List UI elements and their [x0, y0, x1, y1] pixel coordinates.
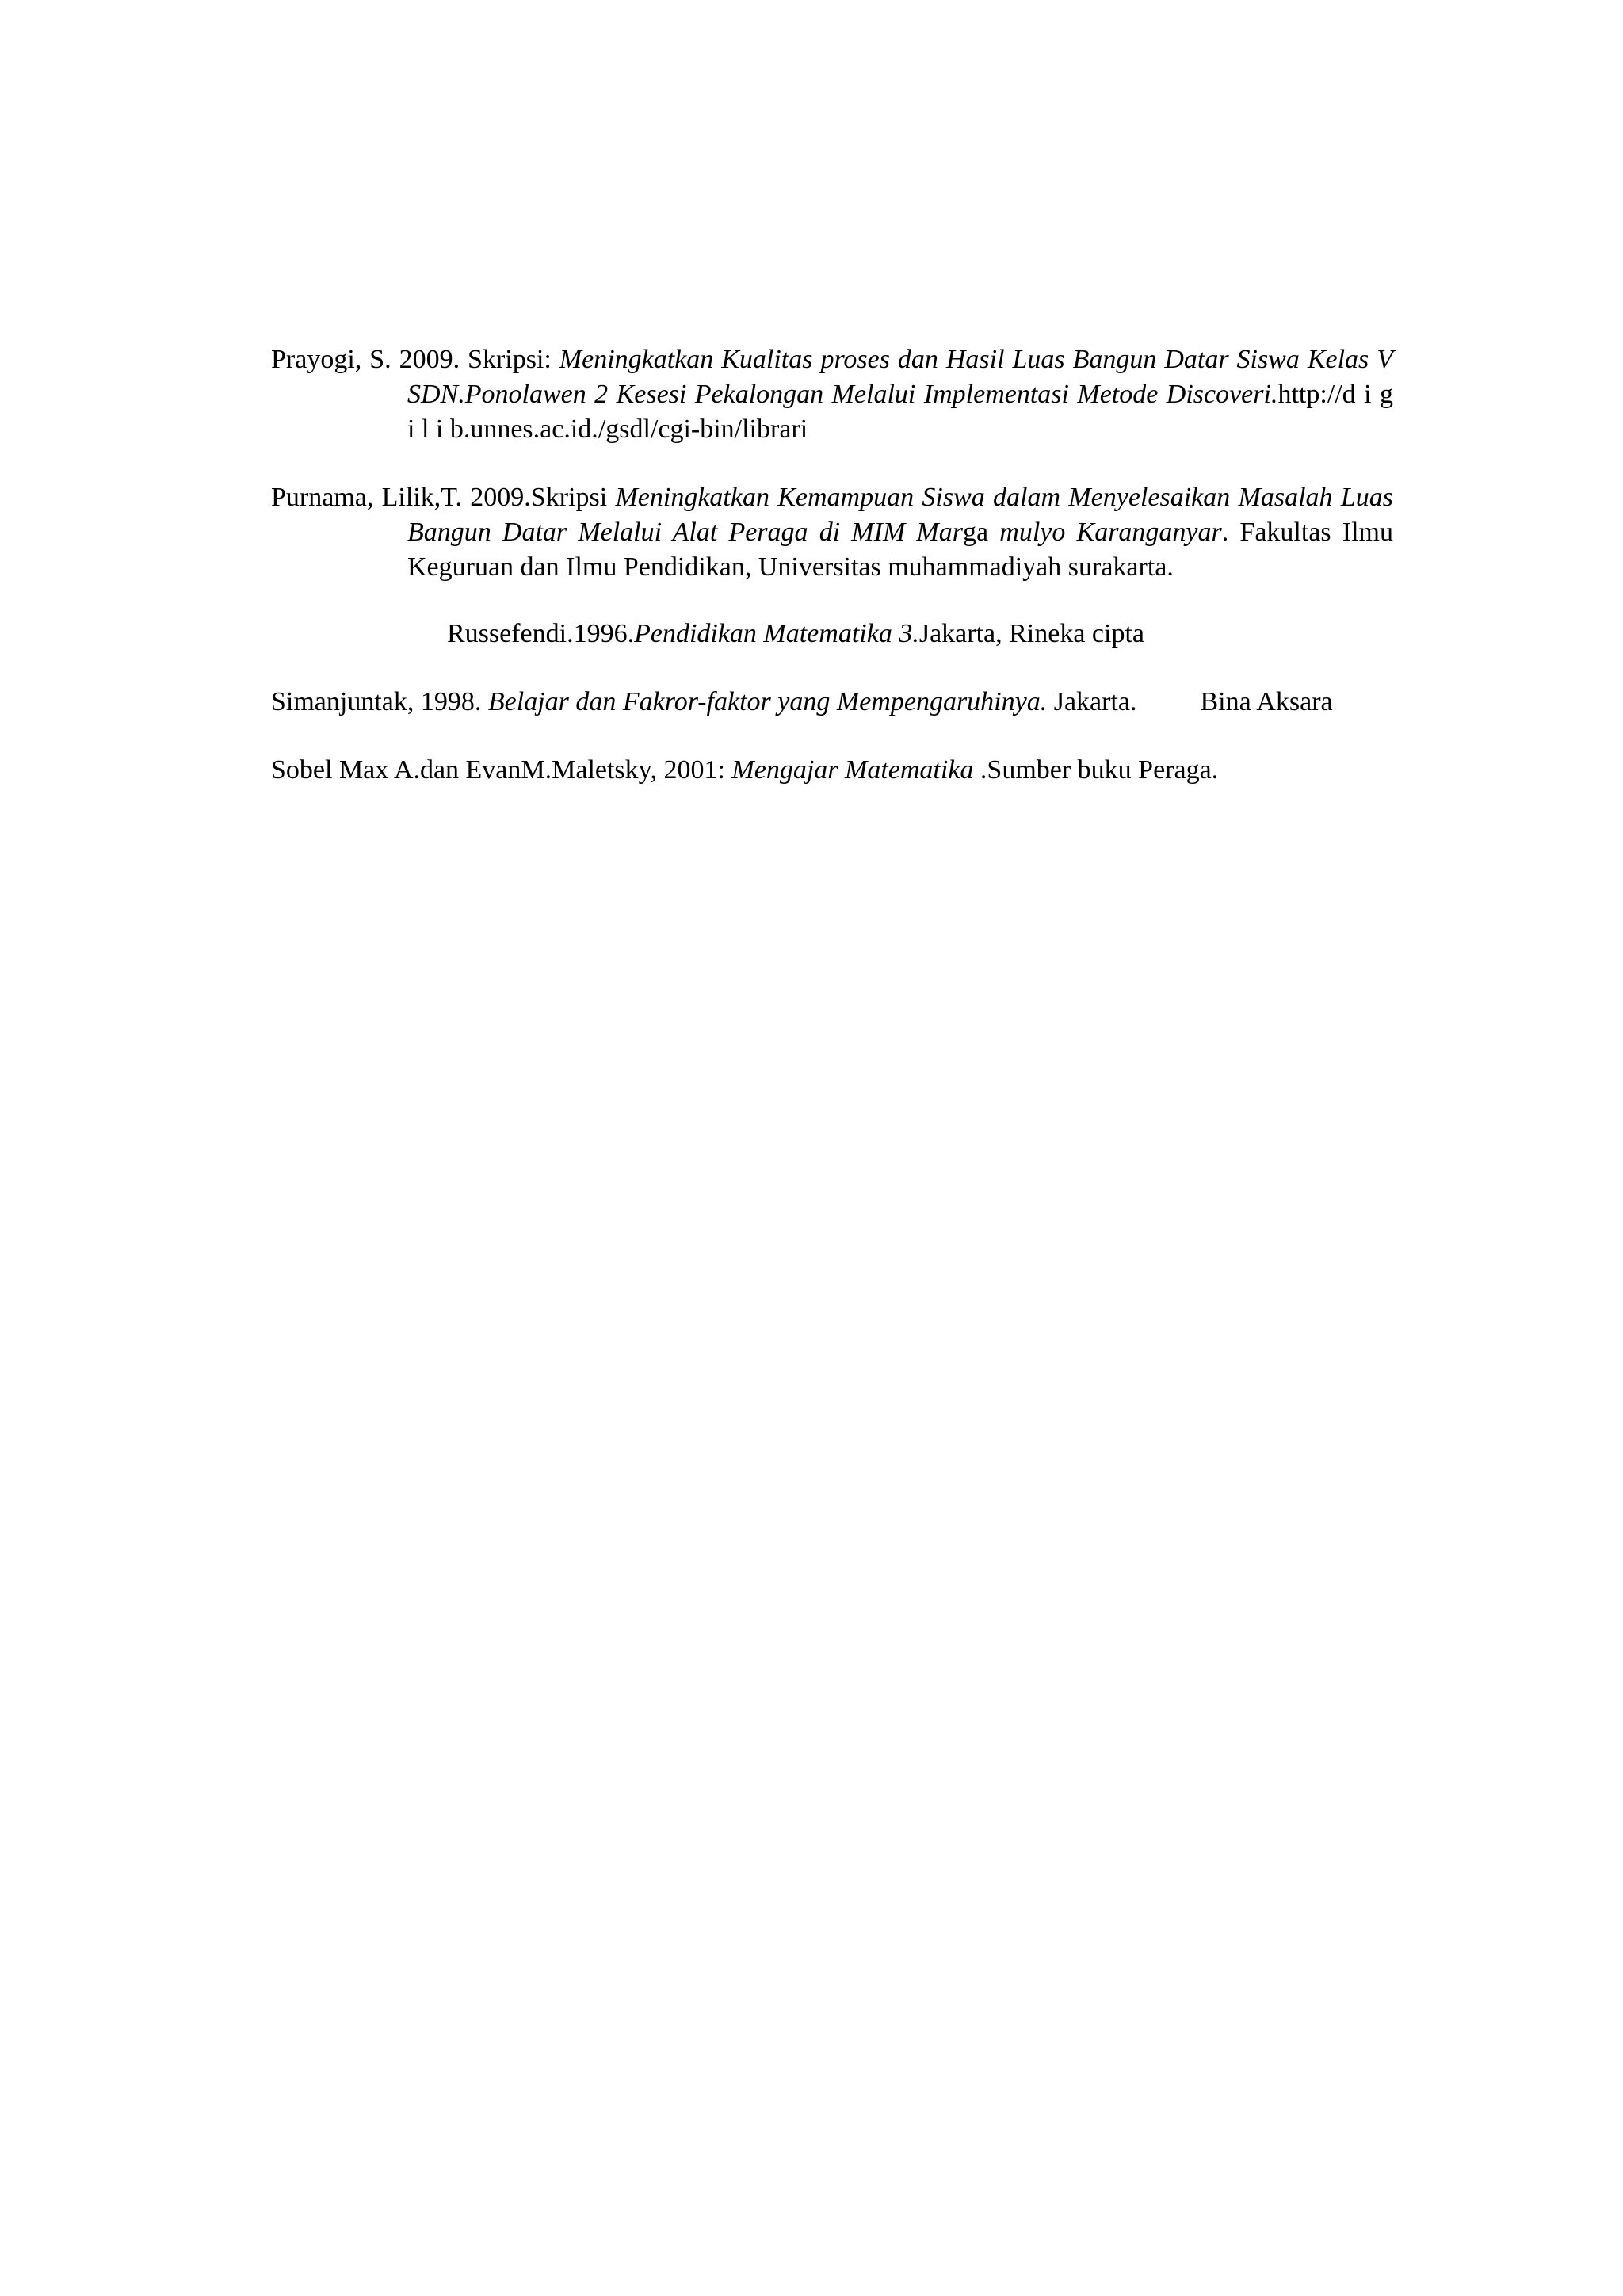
reference-title: Mengajar Matematika — [731, 755, 974, 785]
reference-prefix: Purnama, Lilik,T. 2009.Skripsi — [271, 483, 616, 512]
reference-item-russefendi — [447, 617, 1393, 651]
reference-prefix: Russefendi.1996. — [447, 619, 635, 648]
reference-prefix: Prayogi, S. 2009. Skripsi: — [271, 345, 559, 374]
reference-title: Pendidikan Matematika 3. — [634, 619, 919, 648]
reference-prefix: Simanjuntak, 1998. — [271, 687, 488, 716]
reference-city: Jakarta. — [1047, 687, 1137, 716]
reference-publisher: . Fakultas Ilmu Keguruan dan Ilmu Pendidikan, Universitas muhammadiyah surakarta. — [407, 518, 1394, 582]
reference-item-sobel — [271, 753, 1393, 788]
reference-publisher: Bina Aksara — [1200, 687, 1333, 716]
reference-title: Meningkatkan Kualitas proses dan Hasil Luas Bangun Datar Siswa Kelas V SDN.Ponolawen 2 Kesesi Pekalongan Melalui Implementasi Metode Discoveri. — [407, 345, 1393, 409]
reference-publisher: .Sumber buku Peraga. — [973, 755, 1219, 785]
reference-publisher: Jakarta, Rineka cipta — [918, 619, 1144, 648]
reference-item-purnama — [271, 480, 1393, 585]
reference-url: http://d i g i l i b.unnes.ac.id./gsdl/cgi-bin/librari — [407, 380, 1393, 444]
reference-prefix: Sobel Max A.dan EvanM.Maletsky, 2001: — [271, 755, 732, 785]
reference-list — [271, 342, 1393, 821]
reference-title-continued: mulyo Karanganyar — [999, 518, 1222, 547]
reference-item-prayogi — [271, 342, 1393, 447]
reference-title-fragment: ga — [963, 518, 1000, 547]
reference-item-simanjuntak — [271, 685, 1393, 720]
reference-title: Meningkatkan Kemampuan Siswa dalam Menyelesaikan Masalah Luas Bangun Datar Melalui Alat Peraga di MIM Mar — [407, 483, 1393, 547]
reference-title: Belajar dan Fakror-faktor yang Mempengaruhinya. — [487, 687, 1048, 716]
